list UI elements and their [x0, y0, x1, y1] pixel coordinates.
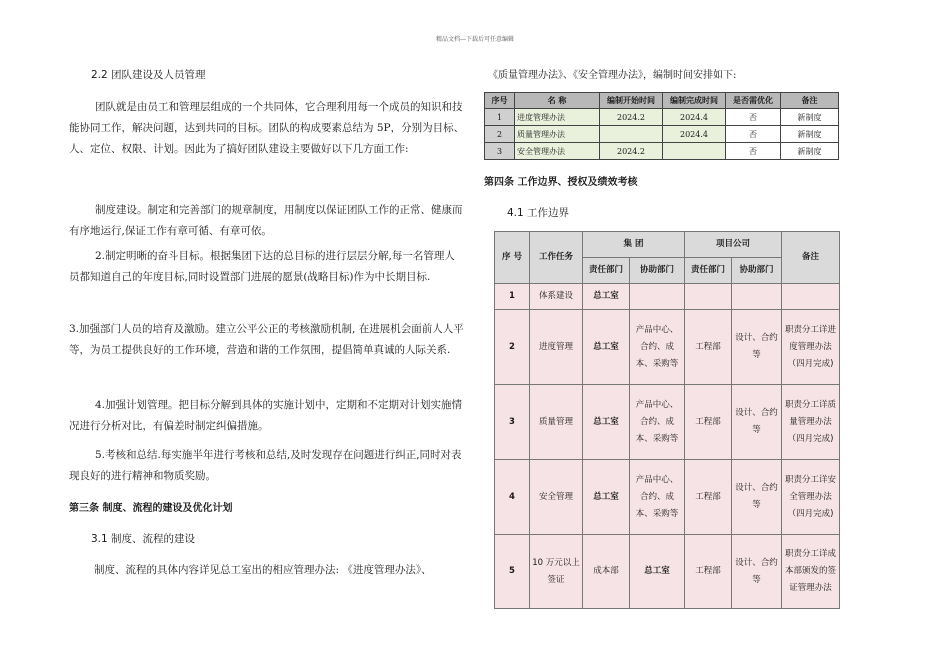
col-end: 编制完成时间 — [663, 93, 726, 109]
cell-assist-project: 设计、合约等 — [732, 385, 782, 460]
boundary-header-row — [495, 232, 840, 258]
cell-note — [782, 284, 840, 310]
cell-start: 2024.2 — [600, 109, 663, 126]
cell-start — [600, 126, 663, 143]
cell-seq: 3 — [495, 385, 530, 460]
cell-name: 安全管理办法 — [515, 143, 600, 160]
cell-assist-group: 产品中心、合约、成本、采购等 — [630, 310, 685, 385]
cell-optimize: 否 — [726, 143, 781, 160]
cell-assist-group: 产品中心、合约、成本、采购等 — [630, 460, 685, 535]
cell-seq: 1 — [485, 109, 515, 126]
col-seq: 序号 — [485, 93, 515, 109]
cell-assist-project: 设计、合约等 — [732, 460, 782, 535]
paragraph-schedule: 《质量管理办法》、《安全管理办法》，编制时间安排如下: — [488, 70, 737, 81]
col-assist-project: 协助部门 — [732, 258, 782, 284]
cell-note: 新制度 — [781, 126, 839, 143]
paragraph-planning: 4.加强计划管理。把目标分解到具体的实施计划中，定期和不定期对计划实施情况进行分析对比，有偏差时制定纠偏措施。 — [69, 399, 463, 432]
col-assist-group: 协助部门 — [630, 258, 685, 284]
cell-optimize: 否 — [726, 109, 781, 126]
cell-end: 2024.4 — [663, 126, 726, 143]
cell-resp-group: 总工室 — [583, 385, 630, 460]
paragraph-rules: 制度、流程的具体内容详见总工室出的相应管理办法: 《进度管理办法》、 — [94, 564, 432, 576]
paragraph-goals: 2.制定明晰的奋斗目标。根据集团下达的总目标的进行层层分解,每一名管理人员都知道自己的年度目标,同时设置部门进展的愿景(战略目标)作为中长期目标. — [69, 250, 455, 283]
cell-end: 2024.4 — [663, 109, 726, 126]
cell-task: 10 万元以上签证 — [530, 535, 583, 609]
col-resp-project: 责任部门 — [685, 258, 732, 284]
paragraph-training: 3.加强部门人员的培育及激励。建立公平公正的考核激励机制, 在进展机会面前人人平等，为员工提供良好的工作环境，营造和谐的工作氛围，提倡简单真诚的人际关系. — [69, 323, 464, 356]
cell-seq: 4 — [495, 460, 530, 535]
col-seq: 序 号 — [495, 232, 530, 284]
cell-name: 质量管理办法 — [515, 126, 600, 143]
cell-assist-group: 总工室 — [630, 535, 685, 609]
cell-note: 职责分工详进度管理办法（四月完成) — [782, 310, 840, 385]
cell-resp-group: 总工室 — [583, 310, 630, 385]
table-row — [495, 310, 840, 385]
table-row — [485, 126, 839, 143]
paragraph-team: 团队就是由员工和管理层组成的一个共同体，它合理利用每一个成员的知识和技能协同工作，解决问题，达到共同的目标。团队的构成要素总结为 5P，分别为目标、人、定位、权限、计划。因此为了搞好团队建设主要做好以下几方面工作: — [69, 101, 465, 155]
page-header: 精品文档---下载后可任意编辑 — [435, 36, 515, 43]
cell-seq: 2 — [485, 126, 515, 143]
col-project-company: 项目公司 — [685, 232, 782, 258]
cell-seq: 5 — [495, 535, 530, 609]
schedule-table — [484, 92, 839, 160]
cell-note: 职责分工详成本部颁发的签证管理办法 — [782, 535, 840, 609]
table-row — [495, 535, 840, 609]
cell-seq: 2 — [495, 310, 530, 385]
heading-article-3: 第三条 制度、流程的建设及优化计划 — [69, 503, 233, 514]
cell-assist-project — [732, 284, 782, 310]
cell-note: 新制度 — [781, 143, 839, 160]
cell-assist-project: 设计、合约等 — [732, 535, 782, 609]
cell-resp-project: 工程部 — [685, 460, 732, 535]
cell-resp-group: 成本部 — [583, 535, 630, 609]
heading-3-1: 3.1 制度、流程的建设 — [91, 533, 196, 545]
col-name: 名 称 — [515, 93, 600, 109]
heading-article-4: 第四条 工作边界、授权及绩效考核 — [484, 177, 638, 188]
col-note: 备注 — [781, 93, 839, 109]
table-row — [485, 143, 839, 160]
cell-resp-project: 工程部 — [685, 535, 732, 609]
cell-seq: 1 — [495, 284, 530, 310]
col-start: 编制开始时间 — [600, 93, 663, 109]
schedule-header-row — [485, 93, 839, 109]
table-row — [495, 460, 840, 535]
cell-assist-group — [630, 284, 685, 310]
heading-2-2: 2.2 团队建设及人员管理 — [91, 69, 206, 81]
table-row — [485, 109, 839, 126]
col-note: 备注 — [782, 232, 840, 284]
cell-note: 新制度 — [781, 109, 839, 126]
table-row — [495, 284, 840, 310]
cell-seq: 3 — [485, 143, 515, 160]
cell-resp-project: 工程部 — [685, 310, 732, 385]
cell-task: 体系建设 — [530, 284, 583, 310]
col-task: 工作任务 — [530, 232, 583, 284]
cell-assist-project: 设计、合约等 — [732, 310, 782, 385]
cell-assist-group: 产品中心、合约、成本、采购等 — [630, 385, 685, 460]
table-row — [495, 385, 840, 460]
cell-task: 质量管理 — [530, 385, 583, 460]
cell-note: 职责分工详质量管理办法（四月完成) — [782, 385, 840, 460]
col-resp-group: 责任部门 — [583, 258, 630, 284]
cell-note: 职责分工详安全管理办法（四月完成) — [782, 460, 840, 535]
cell-end — [663, 143, 726, 160]
heading-4-1: 4.1 工作边界 — [507, 207, 570, 219]
boundary-table — [494, 231, 840, 609]
cell-resp-project: 工程部 — [685, 385, 732, 460]
cell-task: 安全管理 — [530, 460, 583, 535]
cell-optimize: 否 — [726, 126, 781, 143]
cell-start: 2024.2 — [600, 143, 663, 160]
paragraph-review: 5.考核和总结.每实施半年进行考核和总结,及时发现存在问题进行纠正,同时对表现良好的进行精神和物质奖励。 — [69, 449, 462, 482]
col-group: 集 团 — [583, 232, 685, 258]
cell-name: 进度管理办法 — [515, 109, 600, 126]
cell-resp-group: 总工室 — [583, 460, 630, 535]
col-optimize: 是否需优化 — [726, 93, 781, 109]
cell-task: 进度管理 — [530, 310, 583, 385]
paragraph-system: 制度建设。制定和完善部门的规章制度，用制度以保证团队工作的正常、健康而有序地运行,保证工作有章可循、有章可依。 — [69, 204, 463, 237]
cell-resp-project — [685, 284, 732, 310]
cell-resp-group: 总工室 — [583, 284, 630, 310]
